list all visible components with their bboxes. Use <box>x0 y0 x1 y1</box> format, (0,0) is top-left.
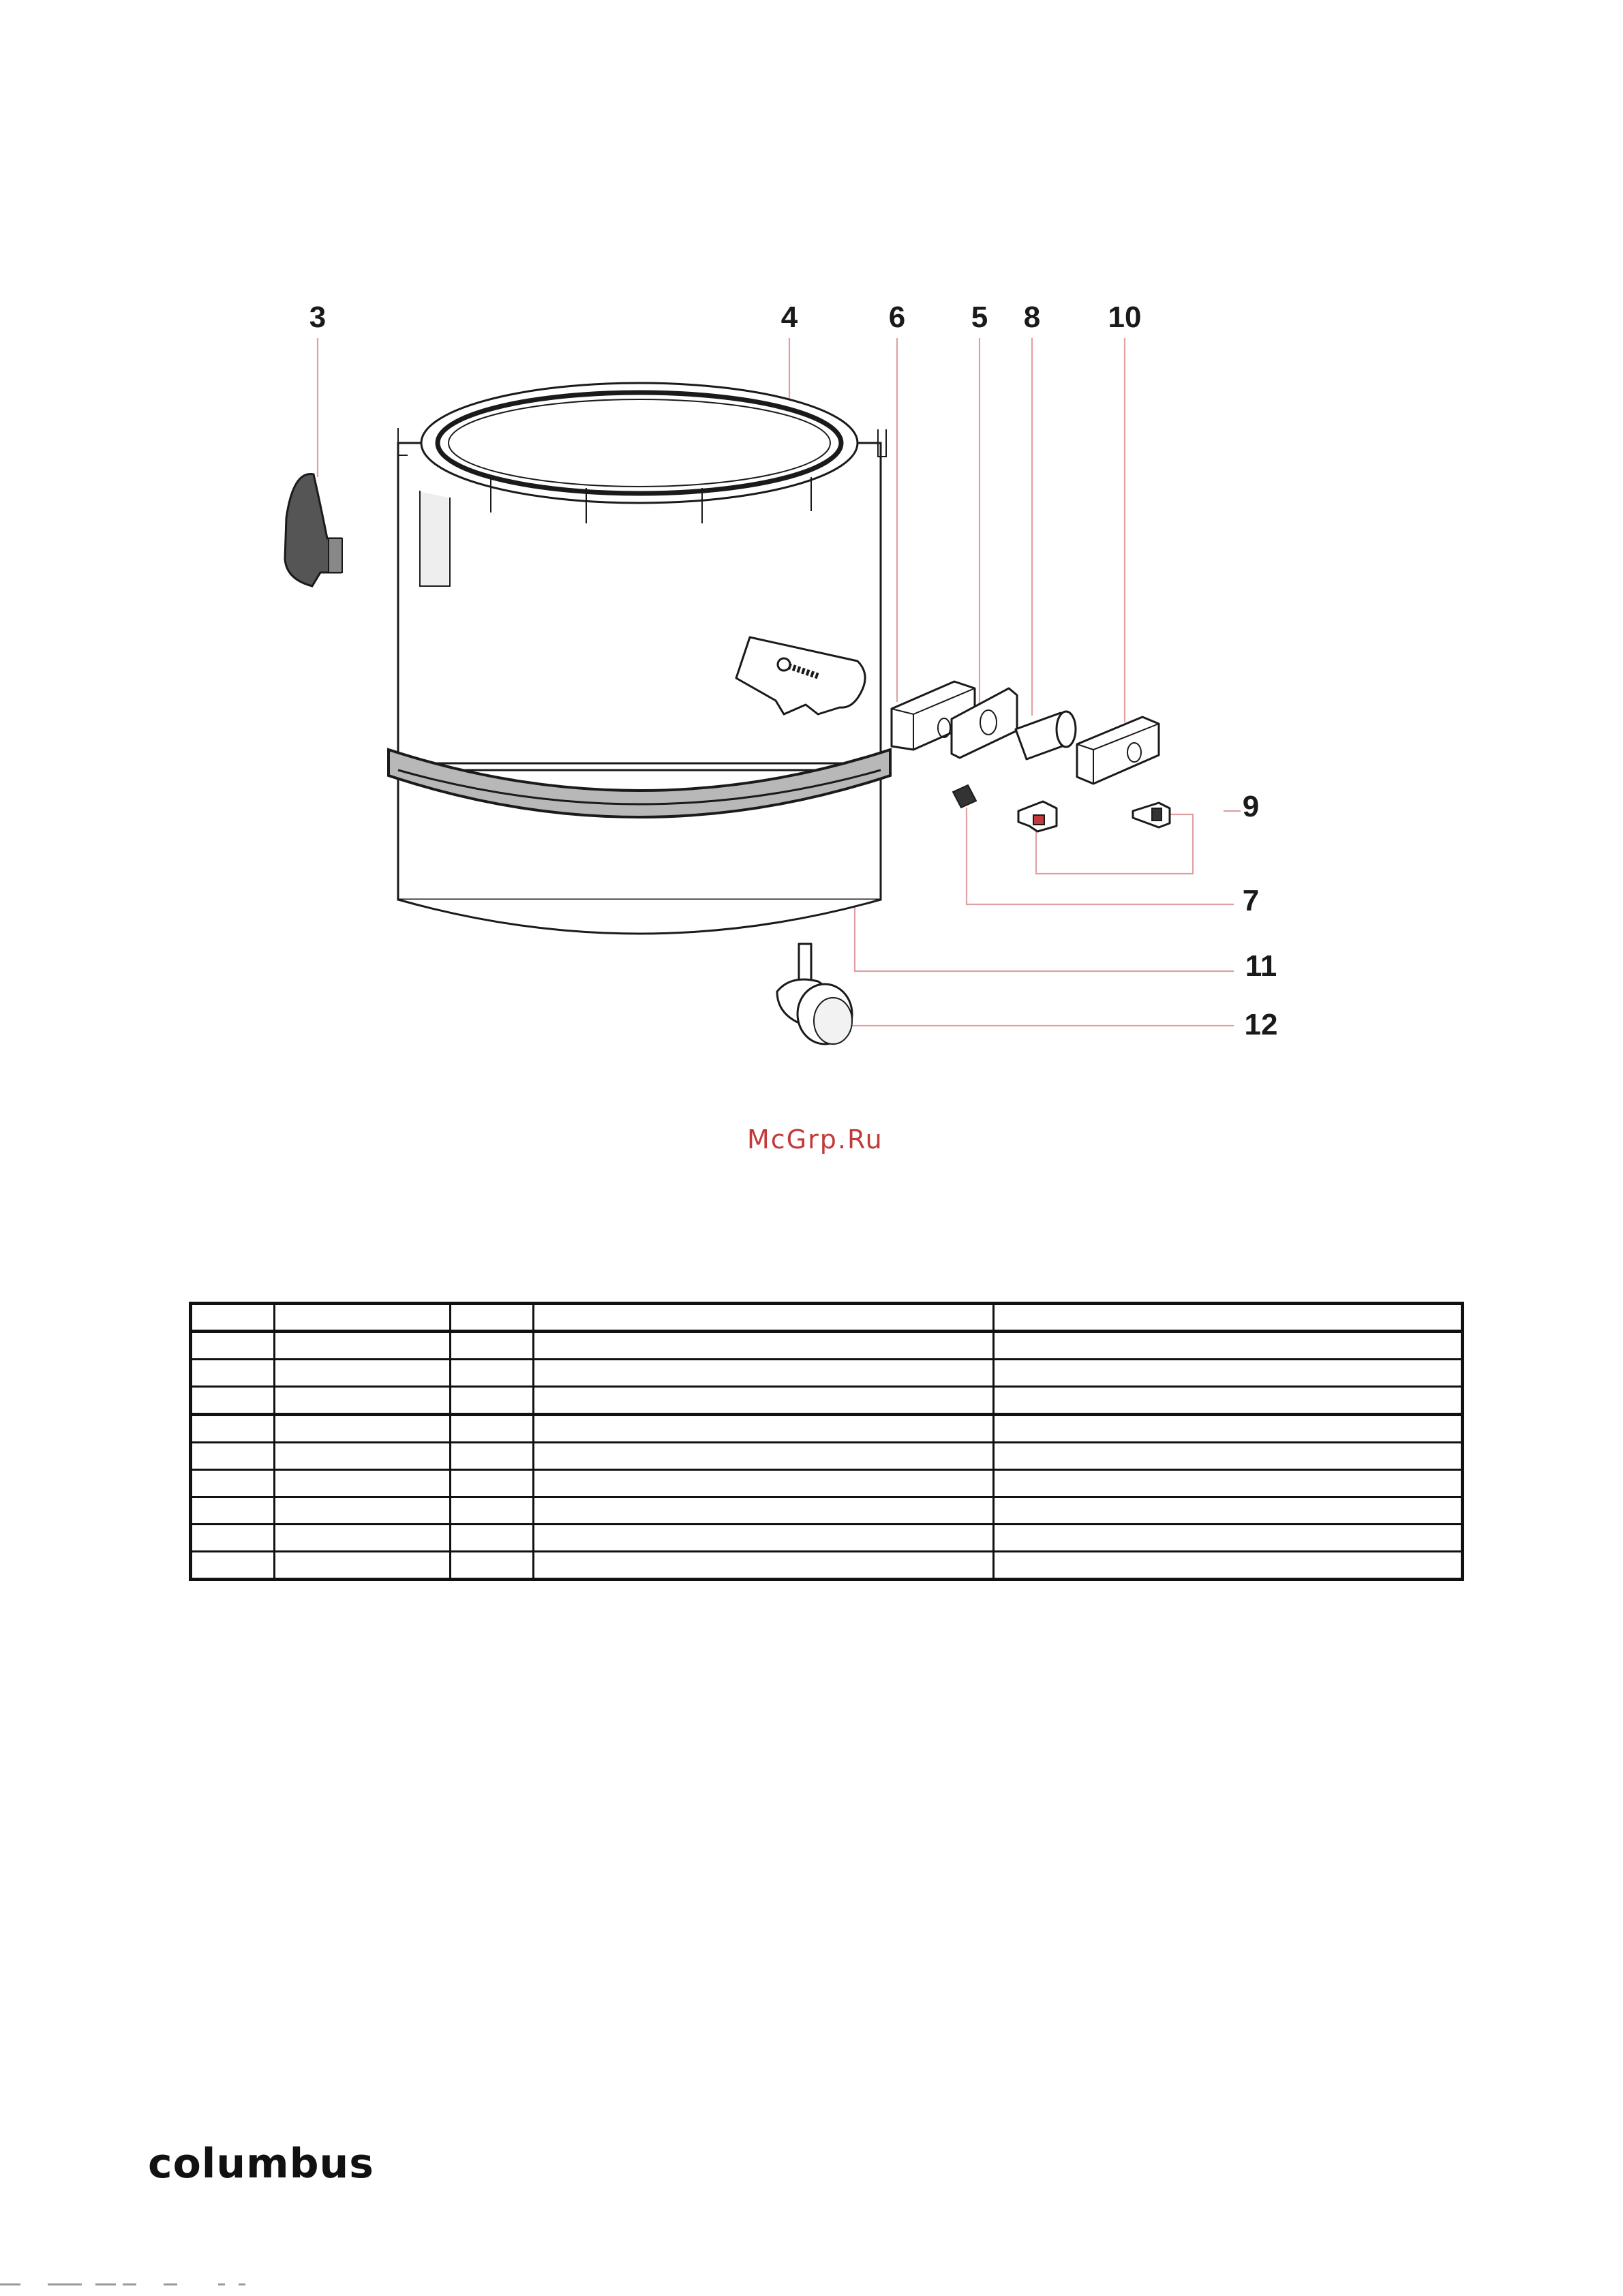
callout-11: 11 <box>1245 949 1277 983</box>
table-header-cell <box>191 1304 275 1332</box>
table-cell <box>534 1332 994 1360</box>
table-header-row <box>191 1304 1463 1332</box>
table-cell <box>994 1525 1463 1552</box>
caster-wheel-icon <box>777 944 852 1044</box>
table-row <box>191 1415 1463 1443</box>
table-cell <box>994 1332 1463 1360</box>
footer-scan-marks <box>0 2282 286 2287</box>
table-cell <box>191 1443 275 1470</box>
callout-12: 12 <box>1244 1008 1278 1041</box>
parts-table <box>189 1302 1464 1581</box>
callout-8: 8 <box>1023 301 1041 334</box>
watermark-text: McGrp.Ru <box>747 1124 883 1154</box>
callout-9: 9 <box>1242 790 1260 823</box>
table-cell <box>275 1497 451 1525</box>
handle-icon <box>285 474 342 586</box>
table-cell <box>275 1443 451 1470</box>
table-cell <box>451 1552 534 1580</box>
table-cell <box>191 1497 275 1525</box>
table-cell <box>451 1497 534 1525</box>
table-cell <box>451 1332 534 1360</box>
table-cell <box>191 1360 275 1387</box>
table-cell <box>534 1470 994 1497</box>
table-cell <box>275 1415 451 1443</box>
table-row <box>191 1387 1463 1415</box>
table-cell <box>994 1415 1463 1443</box>
table-header-cell <box>534 1304 994 1332</box>
table-row <box>191 1552 1463 1580</box>
table-cell <box>275 1332 451 1360</box>
bushing-icon <box>1016 711 1076 759</box>
table-cell <box>534 1443 994 1470</box>
set-screw-icon <box>953 785 976 808</box>
table-cell <box>191 1415 275 1443</box>
block-icon <box>1077 717 1159 784</box>
table-header-cell <box>994 1304 1463 1332</box>
table-cell <box>451 1443 534 1470</box>
table-cell <box>534 1415 994 1443</box>
table-cell <box>275 1525 451 1552</box>
callout-10: 10 <box>1108 301 1142 334</box>
table-cell <box>994 1443 1463 1470</box>
table-row <box>191 1443 1463 1470</box>
table-row <box>191 1470 1463 1497</box>
table-cell <box>275 1470 451 1497</box>
table-cell <box>191 1552 275 1580</box>
table-cell <box>994 1470 1463 1497</box>
table-row <box>191 1360 1463 1387</box>
table-cell <box>191 1387 275 1415</box>
table-cell <box>451 1387 534 1415</box>
table-cell <box>191 1332 275 1360</box>
callout-3: 3 <box>309 301 327 334</box>
table-row <box>191 1332 1463 1360</box>
brand-logo: columbus <box>148 2140 374 2188</box>
table-header-cell <box>275 1304 451 1332</box>
table-cell <box>451 1415 534 1443</box>
table-cell <box>994 1360 1463 1387</box>
table-row <box>191 1525 1463 1552</box>
table-cell <box>534 1552 994 1580</box>
callout-4: 4 <box>780 301 798 334</box>
clip-icon <box>1018 801 1170 831</box>
table-cell <box>534 1497 994 1525</box>
table-cell <box>451 1360 534 1387</box>
table-cell <box>191 1525 275 1552</box>
table-cell <box>275 1387 451 1415</box>
table-row <box>191 1497 1463 1525</box>
table-cell <box>451 1470 534 1497</box>
callout-6: 6 <box>888 301 906 334</box>
table-cell <box>994 1552 1463 1580</box>
callout-5: 5 <box>971 301 988 334</box>
table-cell <box>275 1552 451 1580</box>
table-cell <box>534 1387 994 1415</box>
table-cell <box>451 1525 534 1552</box>
table-cell <box>534 1360 994 1387</box>
table-cell <box>534 1525 994 1552</box>
callout-7: 7 <box>1242 884 1260 917</box>
table-cell <box>994 1387 1463 1415</box>
table-cell <box>191 1470 275 1497</box>
table-header-cell <box>451 1304 534 1332</box>
table-cell <box>275 1360 451 1387</box>
table-cell <box>994 1497 1463 1525</box>
